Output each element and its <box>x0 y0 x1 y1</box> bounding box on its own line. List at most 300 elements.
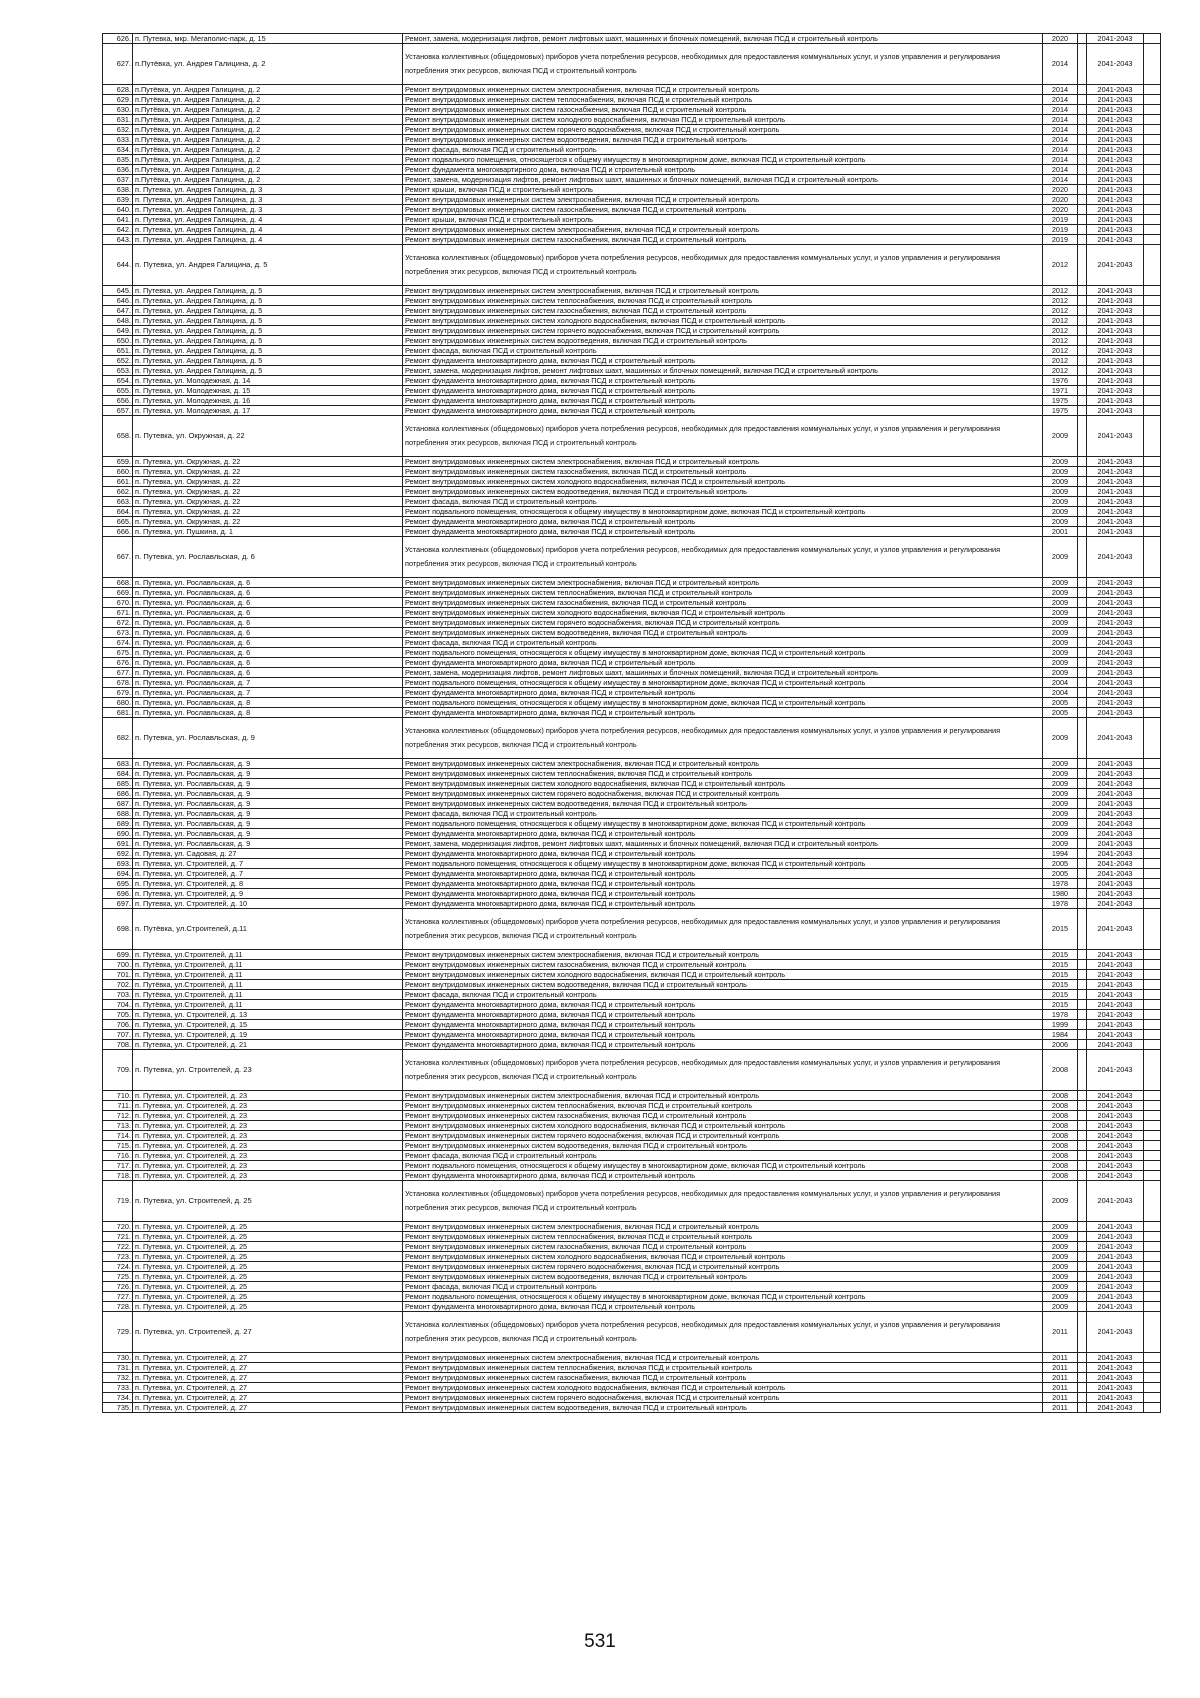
year-cell: 2009 <box>1043 618 1078 628</box>
empty-cell <box>1078 859 1087 869</box>
year-cell: 2009 <box>1043 668 1078 678</box>
period-cell: 2041-2043 <box>1087 628 1144 638</box>
period-cell: 2041-2043 <box>1087 1161 1144 1171</box>
table-row <box>103 819 1161 829</box>
address-cell: п. Путевка, ул. Андрея Галицина, д. 4 <box>133 215 403 225</box>
empty-cell <box>1078 185 1087 195</box>
year-cell: 2009 <box>1043 537 1078 578</box>
empty-cell <box>1078 829 1087 839</box>
table-row <box>103 537 1161 578</box>
work-type-cell: Ремонт внутридомовых инженерных систем газоснабжения, включая ПСД и строительный контроль <box>403 960 1043 970</box>
empty-cell <box>1078 245 1087 286</box>
address-cell: п. Путевка, ул. Рославльская, д. 9 <box>133 769 403 779</box>
table-row <box>103 618 1161 628</box>
year-cell: 2009 <box>1043 487 1078 497</box>
table-row <box>103 336 1161 346</box>
empty-cell <box>1144 507 1161 517</box>
empty-cell <box>1078 1151 1087 1161</box>
empty-cell <box>1078 44 1087 85</box>
empty-cell <box>1144 286 1161 296</box>
empty-cell <box>1144 668 1161 678</box>
table-row <box>103 95 1161 105</box>
table-row <box>103 85 1161 95</box>
period-cell: 2041-2043 <box>1087 1121 1144 1131</box>
year-cell: 2009 <box>1043 628 1078 638</box>
period-cell: 2041-2043 <box>1087 1131 1144 1141</box>
empty-cell <box>1078 1010 1087 1020</box>
period-cell: 2041-2043 <box>1087 899 1144 909</box>
period-cell: 2041-2043 <box>1087 809 1144 819</box>
table-row <box>103 658 1161 668</box>
empty-cell <box>1144 135 1161 145</box>
row-number-cell: 645. <box>103 286 133 296</box>
empty-cell <box>1144 698 1161 708</box>
period-cell: 2041-2043 <box>1087 759 1144 769</box>
empty-cell <box>1078 497 1087 507</box>
table-row <box>103 1252 1161 1262</box>
address-cell: п. Путевка, мкр. Мегаполис-парк, д. 15 <box>133 34 403 44</box>
year-cell: 2009 <box>1043 1292 1078 1302</box>
empty-cell <box>1144 225 1161 235</box>
empty-cell <box>1144 376 1161 386</box>
period-cell: 2041-2043 <box>1087 879 1144 889</box>
work-type-cell: Ремонт подвального помещения, относящегося к общему имуществу в многоквартирном доме, включая ПСД и строительный контроль <box>403 507 1043 517</box>
address-cell: п. Путевка, ул. Строителей, д. 27 <box>133 1353 403 1363</box>
address-cell: п. Путевка, ул. Андрея Галицина, д. 5 <box>133 296 403 306</box>
period-cell: 2041-2043 <box>1087 296 1144 306</box>
work-type-cell: Ремонт подвального помещения, относящегося к общему имуществу в многоквартирном доме, включая ПСД и строительный контроль <box>403 678 1043 688</box>
work-type-cell: Ремонт внутридомовых инженерных систем горячего водоснабжения, включая ПСД и строительный контроль <box>403 1262 1043 1272</box>
empty-cell <box>1078 598 1087 608</box>
row-number-cell: 666. <box>103 527 133 537</box>
period-cell: 2041-2043 <box>1087 1403 1144 1413</box>
address-cell: п. Путевка, ул. Строителей, д. 19 <box>133 1030 403 1040</box>
address-cell: п. Путевка, ул. Строителей, д. 27 <box>133 1373 403 1383</box>
table-row <box>103 859 1161 869</box>
table-row <box>103 839 1161 849</box>
year-cell: 2009 <box>1043 467 1078 477</box>
empty-cell <box>1078 487 1087 497</box>
work-type-cell: Ремонт внутридомовых инженерных систем электроснабжения, включая ПСД и строительный контроль <box>403 457 1043 467</box>
empty-cell <box>1078 789 1087 799</box>
work-type-cell: Ремонт внутридомовых инженерных систем газоснабжения, включая ПСД и строительный контроль <box>403 1373 1043 1383</box>
empty-cell <box>1144 145 1161 155</box>
empty-cell <box>1144 457 1161 467</box>
period-cell: 2041-2043 <box>1087 980 1144 990</box>
empty-cell <box>1144 1373 1161 1383</box>
address-cell: п. Путевка, ул. Строителей, д. 9 <box>133 889 403 899</box>
row-number-cell: 637. <box>103 175 133 185</box>
address-cell: п. Путёвка, ул.Строителей, д.11 <box>133 990 403 1000</box>
work-type-cell: Ремонт фундамента многоквартирного дома, включая ПСД и строительный контроль <box>403 406 1043 416</box>
year-cell: 2008 <box>1043 1171 1078 1181</box>
table-row <box>103 1020 1161 1030</box>
work-type-cell: Ремонт фундамента многоквартирного дома, включая ПСД и строительный контроль <box>403 899 1043 909</box>
empty-cell <box>1144 1111 1161 1121</box>
period-cell: 2041-2043 <box>1087 990 1144 1000</box>
empty-cell <box>1078 960 1087 970</box>
table-row <box>103 44 1161 85</box>
empty-cell <box>1144 819 1161 829</box>
work-type-cell: Ремонт внутридомовых инженерных систем горячего водоснабжения, включая ПСД и строительный контроль <box>403 789 1043 799</box>
address-cell: п. Путевка, ул. Строителей, д. 23 <box>133 1131 403 1141</box>
empty-cell <box>1078 225 1087 235</box>
year-cell: 2012 <box>1043 296 1078 306</box>
address-cell: п. Путевка, ул. Рославльская, д. 9 <box>133 789 403 799</box>
empty-cell <box>1144 406 1161 416</box>
year-cell: 2009 <box>1043 1222 1078 1232</box>
empty-cell <box>1078 608 1087 618</box>
document-sheet <box>102 33 1160 1413</box>
year-cell: 2009 <box>1043 819 1078 829</box>
year-cell: 1971 <box>1043 386 1078 396</box>
period-cell: 2041-2043 <box>1087 1302 1144 1312</box>
table-row <box>103 598 1161 608</box>
row-number-cell: 727. <box>103 1292 133 1302</box>
table-row <box>103 960 1161 970</box>
work-type-cell: Ремонт фасада, включая ПСД и строительный контроль <box>403 145 1043 155</box>
year-cell: 2011 <box>1043 1393 1078 1403</box>
year-cell: 2011 <box>1043 1363 1078 1373</box>
table-row <box>103 235 1161 245</box>
address-cell: п. Путевка, ул. Строителей, д. 7 <box>133 869 403 879</box>
work-type-cell: Ремонт внутридомовых инженерных систем электроснабжения, включая ПСД и строительный контроль <box>403 1091 1043 1101</box>
year-cell: 2005 <box>1043 708 1078 718</box>
empty-cell <box>1078 638 1087 648</box>
work-type-cell: Ремонт внутридомовых инженерных систем электроснабжения, включая ПСД и строительный контроль <box>403 578 1043 588</box>
row-number-cell: 639. <box>103 195 133 205</box>
work-type-cell: Ремонт фундамента многоквартирного дома, включая ПСД и строительный контроль <box>403 1040 1043 1050</box>
work-type-cell: Ремонт внутридомовых инженерных систем электроснабжения, включая ПСД и строительный контроль <box>403 195 1043 205</box>
work-type-cell: Ремонт фундамента многоквартирного дома, включая ПСД и строительный контроль <box>403 1010 1043 1020</box>
period-cell: 2041-2043 <box>1087 306 1144 316</box>
address-cell: п. Путевка, ул. Строителей, д. 25 <box>133 1282 403 1292</box>
work-type-cell: Ремонт внутридомовых инженерных систем водоотведения, включая ПСД и строительный контроль <box>403 799 1043 809</box>
empty-cell <box>1078 316 1087 326</box>
table-row <box>103 638 1161 648</box>
year-cell: 2009 <box>1043 1242 1078 1252</box>
address-cell: п. Путевка, ул. Андрея Галицина, д. 5 <box>133 286 403 296</box>
row-number-cell: 661. <box>103 477 133 487</box>
work-type-cell: Ремонт фундамента многоквартирного дома, включая ПСД и строительный контроль <box>403 1171 1043 1181</box>
row-number-cell: 690. <box>103 829 133 839</box>
period-cell: 2041-2043 <box>1087 1040 1144 1050</box>
work-type-cell: Ремонт внутридомовых инженерных систем горячего водоснабжения, включая ПСД и строительный контроль <box>403 125 1043 135</box>
period-cell: 2041-2043 <box>1087 960 1144 970</box>
year-cell: 2012 <box>1043 336 1078 346</box>
address-cell: п. Путевка, ул. Рославльская, д. 6 <box>133 537 403 578</box>
period-cell: 2041-2043 <box>1087 396 1144 406</box>
empty-cell <box>1144 326 1161 336</box>
year-cell: 2009 <box>1043 759 1078 769</box>
work-type-cell: Ремонт внутридомовых инженерных систем водоотведения, включая ПСД и строительный контроль <box>403 336 1043 346</box>
table-row <box>103 1111 1161 1121</box>
address-cell: п. Путевка, ул. Строителей, д. 23 <box>133 1101 403 1111</box>
empty-cell <box>1144 909 1161 950</box>
year-cell: 2011 <box>1043 1403 1078 1413</box>
table-row <box>103 215 1161 225</box>
empty-cell <box>1144 1302 1161 1312</box>
table-row <box>103 1393 1161 1403</box>
row-number-cell: 701. <box>103 970 133 980</box>
work-type-cell: Ремонт внутридомовых инженерных систем электроснабжения, включая ПСД и строительный контроль <box>403 950 1043 960</box>
year-cell: 2020 <box>1043 34 1078 44</box>
period-cell: 2041-2043 <box>1087 1232 1144 1242</box>
row-number-cell: 654. <box>103 376 133 386</box>
row-number-cell: 700. <box>103 960 133 970</box>
year-cell: 2005 <box>1043 859 1078 869</box>
year-cell: 2008 <box>1043 1050 1078 1091</box>
empty-cell <box>1144 416 1161 457</box>
table-row <box>103 718 1161 759</box>
year-cell: 2009 <box>1043 608 1078 618</box>
table-row <box>103 115 1161 125</box>
period-cell: 2041-2043 <box>1087 286 1144 296</box>
empty-cell <box>1144 386 1161 396</box>
row-number-cell: 695. <box>103 879 133 889</box>
empty-cell <box>1078 1383 1087 1393</box>
table-row <box>103 889 1161 899</box>
row-number-cell: 644. <box>103 245 133 286</box>
empty-cell <box>1078 1403 1087 1413</box>
empty-cell <box>1078 1131 1087 1141</box>
work-type-cell: Ремонт внутридомовых инженерных систем теплоснабжения, включая ПСД и строительный контроль <box>403 1101 1043 1111</box>
year-cell: 2008 <box>1043 1141 1078 1151</box>
empty-cell <box>1078 235 1087 245</box>
year-cell: 2009 <box>1043 497 1078 507</box>
empty-cell <box>1144 869 1161 879</box>
empty-cell <box>1144 759 1161 769</box>
row-number-cell: 651. <box>103 346 133 356</box>
empty-cell <box>1078 215 1087 225</box>
empty-cell <box>1078 406 1087 416</box>
empty-cell <box>1078 1353 1087 1363</box>
period-cell: 2041-2043 <box>1087 1171 1144 1181</box>
address-cell: п. Путевка, ул. Строителей, д. 10 <box>133 899 403 909</box>
empty-cell <box>1144 165 1161 175</box>
period-cell: 2041-2043 <box>1087 1353 1144 1363</box>
work-type-cell: Установка коллективных (общедомовых) приборов учета потребления ресурсов, необходимых для предоставления коммунальных услуг, и узлов управления и регулирования потребления этих ресурсов, включая ПСД и строительный контроль <box>403 1312 1043 1353</box>
work-type-cell: Ремонт подвального помещения, относящегося к общему имуществу в многоквартирном доме, включая ПСД и строительный контроль <box>403 698 1043 708</box>
address-cell: п. Путевка, ул. Андрея Галицина, д. 3 <box>133 205 403 215</box>
empty-cell <box>1078 980 1087 990</box>
empty-cell <box>1078 769 1087 779</box>
empty-cell <box>1078 1121 1087 1131</box>
table-row <box>103 1131 1161 1141</box>
empty-cell <box>1078 135 1087 145</box>
work-type-cell: Ремонт внутридомовых инженерных систем теплоснабжения, включая ПСД и строительный контроль <box>403 95 1043 105</box>
empty-cell <box>1078 386 1087 396</box>
address-cell: п. Путевка, ул. Строителей, д. 21 <box>133 1040 403 1050</box>
table-row <box>103 950 1161 960</box>
row-number-cell: 719. <box>103 1181 133 1222</box>
empty-cell <box>1144 235 1161 245</box>
period-cell: 2041-2043 <box>1087 588 1144 598</box>
empty-cell <box>1144 598 1161 608</box>
empty-cell <box>1144 537 1161 578</box>
period-cell: 2041-2043 <box>1087 95 1144 105</box>
table-row <box>103 668 1161 678</box>
period-cell: 2041-2043 <box>1087 467 1144 477</box>
empty-cell <box>1078 155 1087 165</box>
address-cell: п. Путевка, ул. Рославльская, д. 8 <box>133 698 403 708</box>
row-number-cell: 640. <box>103 205 133 215</box>
table-row <box>103 346 1161 356</box>
row-number-cell: 702. <box>103 980 133 990</box>
table-row <box>103 1282 1161 1292</box>
year-cell: 2015 <box>1043 909 1078 950</box>
period-cell: 2041-2043 <box>1087 678 1144 688</box>
table-row <box>103 1030 1161 1040</box>
address-cell: п.Путёвка, ул. Андрея Галицина, д. 2 <box>133 175 403 185</box>
row-number-cell: 678. <box>103 678 133 688</box>
work-type-cell: Ремонт подвального помещения, относящегося к общему имуществу в многоквартирном доме, включая ПСД и строительный контроль <box>403 819 1043 829</box>
period-cell: 2041-2043 <box>1087 165 1144 175</box>
year-cell: 1980 <box>1043 889 1078 899</box>
address-cell: п.Путёвка, ул. Андрея Галицина, д. 2 <box>133 95 403 105</box>
address-cell: п. Путевка, ул. Строителей, д. 25 <box>133 1302 403 1312</box>
empty-cell <box>1144 1000 1161 1010</box>
address-cell: п. Путевка, ул. Строителей, д. 15 <box>133 1020 403 1030</box>
empty-cell <box>1144 608 1161 618</box>
empty-cell <box>1078 588 1087 598</box>
table-row <box>103 356 1161 366</box>
address-cell: п. Путевка, ул. Строителей, д. 25 <box>133 1292 403 1302</box>
work-type-cell: Ремонт внутридомовых инженерных систем холодного водоснабжения, включая ПСД и строительный контроль <box>403 1252 1043 1262</box>
table-row <box>103 316 1161 326</box>
table-row <box>103 457 1161 467</box>
table-row <box>103 386 1161 396</box>
empty-cell <box>1144 1363 1161 1373</box>
year-cell: 2014 <box>1043 165 1078 175</box>
empty-cell <box>1144 588 1161 598</box>
table-row <box>103 467 1161 477</box>
row-number-cell: 722. <box>103 1242 133 1252</box>
work-type-cell: Ремонт фасада, включая ПСД и строительный контроль <box>403 1282 1043 1292</box>
work-type-cell: Ремонт фасада, включая ПСД и строительный контроль <box>403 638 1043 648</box>
empty-cell <box>1078 970 1087 980</box>
work-type-cell: Ремонт внутридомовых инженерных систем электроснабжения, включая ПСД и строительный контроль <box>403 1353 1043 1363</box>
row-number-cell: 682. <box>103 718 133 759</box>
period-cell: 2041-2043 <box>1087 648 1144 658</box>
empty-cell <box>1144 879 1161 889</box>
period-cell: 2041-2043 <box>1087 185 1144 195</box>
work-type-cell: Ремонт фундамента многоквартирного дома, включая ПСД и строительный контроль <box>403 1020 1043 1030</box>
empty-cell <box>1144 990 1161 1000</box>
year-cell: 2004 <box>1043 678 1078 688</box>
address-cell: п. Путевка, ул. Рославльская, д. 6 <box>133 628 403 638</box>
address-cell: п. Путевка, ул. Строителей, д. 13 <box>133 1010 403 1020</box>
period-cell: 2041-2043 <box>1087 145 1144 155</box>
work-type-cell: Ремонт внутридомовых инженерных систем газоснабжения, включая ПСД и строительный контроль <box>403 235 1043 245</box>
period-cell: 2041-2043 <box>1087 618 1144 628</box>
year-cell: 2015 <box>1043 950 1078 960</box>
row-number-cell: 679. <box>103 688 133 698</box>
period-cell: 2041-2043 <box>1087 1272 1144 1282</box>
address-cell: п. Путевка, ул. Садовая, д. 27 <box>133 849 403 859</box>
row-number-cell: 653. <box>103 366 133 376</box>
row-number-cell: 636. <box>103 165 133 175</box>
empty-cell <box>1078 205 1087 215</box>
row-number-cell: 731. <box>103 1363 133 1373</box>
work-type-cell: Ремонт внутридомовых инженерных систем водоотведения, включая ПСД и строительный контроль <box>403 1403 1043 1413</box>
empty-cell <box>1144 718 1161 759</box>
work-type-cell: Ремонт внутридомовых инженерных систем электроснабжения, включая ПСД и строительный контроль <box>403 759 1043 769</box>
work-type-cell: Ремонт внутридомовых инженерных систем газоснабжения, включая ПСД и строительный контроль <box>403 205 1043 215</box>
row-number-cell: 638. <box>103 185 133 195</box>
work-type-cell: Ремонт внутридомовых инженерных систем теплоснабжения, включая ПСД и строительный контроль <box>403 1232 1043 1242</box>
empty-cell <box>1078 1302 1087 1312</box>
year-cell: 1978 <box>1043 899 1078 909</box>
table-row <box>103 185 1161 195</box>
empty-cell <box>1078 1312 1087 1353</box>
row-number-cell: 649. <box>103 326 133 336</box>
row-number-cell: 677. <box>103 668 133 678</box>
period-cell: 2041-2043 <box>1087 326 1144 336</box>
address-cell: п. Путевка, ул. Рославльская, д. 9 <box>133 718 403 759</box>
year-cell: 2014 <box>1043 115 1078 125</box>
year-cell: 2012 <box>1043 326 1078 336</box>
year-cell: 2009 <box>1043 416 1078 457</box>
address-cell: п. Путевка, ул. Андрея Галицина, д. 3 <box>133 185 403 195</box>
year-cell: 2011 <box>1043 1353 1078 1363</box>
empty-cell <box>1144 578 1161 588</box>
address-cell: п. Путевка, ул. Рославльская, д. 9 <box>133 819 403 829</box>
empty-cell <box>1078 366 1087 376</box>
row-number-cell: 712. <box>103 1111 133 1121</box>
empty-cell <box>1078 698 1087 708</box>
period-cell: 2041-2043 <box>1087 1262 1144 1272</box>
empty-cell <box>1078 1393 1087 1403</box>
year-cell: 2012 <box>1043 316 1078 326</box>
period-cell: 2041-2043 <box>1087 849 1144 859</box>
address-cell: п. Путёвка, ул.Строителей, д.11 <box>133 950 403 960</box>
address-cell: п. Путевка, ул. Рославльская, д. 6 <box>133 658 403 668</box>
row-number-cell: 728. <box>103 1302 133 1312</box>
row-number-cell: 730. <box>103 1353 133 1363</box>
address-cell: п. Путевка, ул. Строителей, д. 23 <box>133 1111 403 1121</box>
empty-cell <box>1078 416 1087 457</box>
empty-cell <box>1144 960 1161 970</box>
work-type-cell: Ремонт фасада, включая ПСД и строительный контроль <box>403 346 1043 356</box>
row-number-cell: 633. <box>103 135 133 145</box>
work-type-cell: Установка коллективных (общедомовых) приборов учета потребления ресурсов, необходимых для предоставления коммунальных услуг, и узлов управления и регулирования потребления этих ресурсов, включая ПСД и строительный контроль <box>403 44 1043 85</box>
table-row <box>103 1181 1161 1222</box>
address-cell: п. Путевка, ул. Молодежная, д. 14 <box>133 376 403 386</box>
empty-cell <box>1144 889 1161 899</box>
empty-cell <box>1078 396 1087 406</box>
table-row <box>103 1262 1161 1272</box>
work-type-cell: Ремонт фундамента многоквартирного дома, включая ПСД и строительный контроль <box>403 1302 1043 1312</box>
work-type-cell: Ремонт внутридомовых инженерных систем водоотведения, включая ПСД и строительный контроль <box>403 980 1043 990</box>
year-cell: 2008 <box>1043 1091 1078 1101</box>
empty-cell <box>1078 1050 1087 1091</box>
address-cell: п. Путевка, ул. Андрея Галицина, д. 5 <box>133 326 403 336</box>
empty-cell <box>1078 1171 1087 1181</box>
address-cell: п.Путёвка, ул. Андрея Галицина, д. 2 <box>133 44 403 85</box>
page-number: 531 <box>584 1631 616 1652</box>
period-cell: 2041-2043 <box>1087 115 1144 125</box>
period-cell: 2041-2043 <box>1087 1010 1144 1020</box>
work-type-cell: Ремонт внутридомовых инженерных систем холодного водоснабжения, включая ПСД и строительный контроль <box>403 1383 1043 1393</box>
empty-cell <box>1078 950 1087 960</box>
row-number-cell: 670. <box>103 598 133 608</box>
period-cell: 2041-2043 <box>1087 416 1144 457</box>
period-cell: 2041-2043 <box>1087 1111 1144 1121</box>
empty-cell <box>1078 85 1087 95</box>
address-cell: п. Путевка, ул. Рославльская, д. 6 <box>133 638 403 648</box>
empty-cell <box>1078 105 1087 115</box>
